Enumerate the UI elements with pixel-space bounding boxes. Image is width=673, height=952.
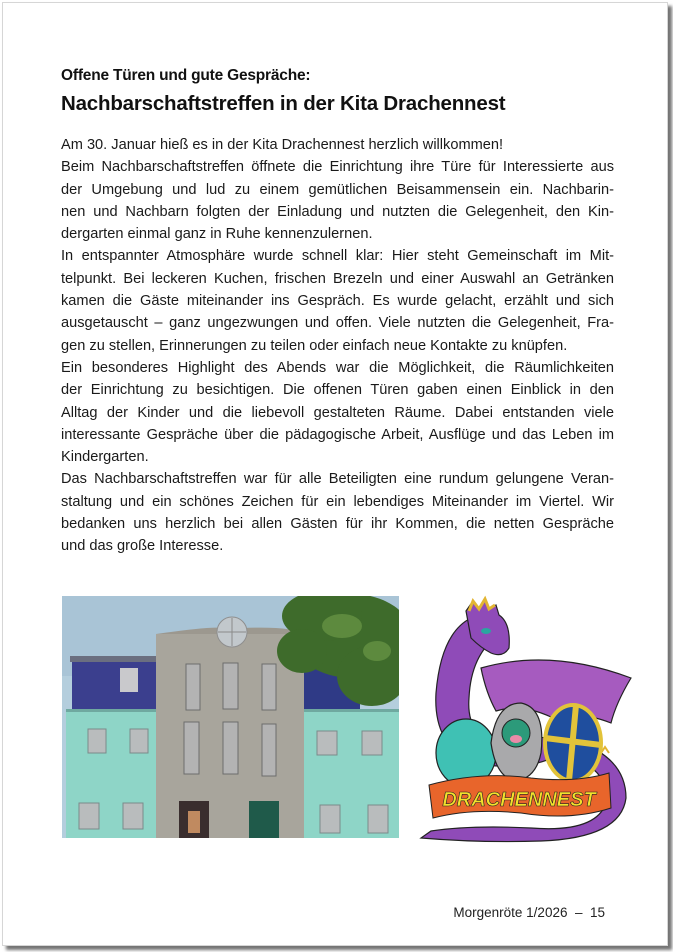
article-line: und das große Interesse. — [61, 538, 224, 555]
drachennest-logo — [411, 593, 639, 845]
article-line: ausgetauscht – ganz ungezwungen und offen. Viele nutzten die Gelegenheit, Fra- — [61, 315, 614, 332]
article-line: kamen die Gäste miteinander ins Gespräch. Es wurde gelacht, erzählt und sich — [61, 293, 614, 310]
article-line: der Umgebung und lud zu einem gemütlichen Beisammensein ein. Nachbarin- — [61, 181, 614, 198]
article-headline: Nachbarschaftstreffen in der Kita Drachennest — [61, 92, 506, 115]
article-line: staltung und ein schönes Zeichen für ein lebendiges Miteinander im Viertel. Wir — [61, 493, 614, 510]
article-line: In entspannter Atmosphäre wurde schnell klar: Hier steht Gemeinschaft im Mit- — [61, 248, 614, 265]
article-line: dergarten einmal ganz in Ruhe kennenzulernen. — [61, 226, 373, 243]
article-line: interessante Gespräche über die pädagogische Arbeit, Ausflüge und das Leben im — [61, 426, 614, 443]
article-line: bedanken uns herzlich bei allen Gästen für ihr Kommen, die netten Gespräche — [61, 516, 614, 533]
article-line: Beim Nachbarschaftstreffen öffnete die Einrichtung ihre Türe für Interessierte aus — [61, 159, 614, 176]
article-line: nen und Nachbarn folgten der Einladung und nutzten die Gelegenheit, den Kin- — [61, 203, 614, 220]
magazine-page — [2, 2, 668, 946]
article-line: der Einrichtung zu besichtigen. Die offenen Türen gaben einen Einblick in den — [61, 382, 614, 399]
logo-text: DRACHENNEST — [442, 789, 596, 811]
article-body — [61, 134, 614, 558]
article-kicker: Offene Türen und gute Gespräche: — [61, 67, 311, 84]
article-line: Das Nachbarschaftstreffen war für alle Beteiligten eine rundum gelungene Veran- — [61, 471, 614, 488]
article-line: gen zu stellen, Erinnerungen zu teilen oder einfach neue Kontakte zu knüpfen. — [61, 337, 568, 354]
article-line: Ein besonderes Highlight des Abends war die Möglichkeit, die Räumlichkeiten — [61, 359, 614, 376]
article-line: telpunkt. Bei leckeren Kuchen, frischen Brezeln und einer Auswahl an Getränken — [61, 270, 614, 287]
article-line: Kindergarten. — [61, 449, 149, 466]
building-photo — [62, 596, 399, 838]
article-line: Alltag der Kinder und die liebevoll gestalteten Räume. Dabei entstanden viele — [61, 404, 614, 421]
article-line: Am 30. Januar hieß es in der Kita Drachennest herzlich willkommen! — [61, 137, 504, 153]
page-footer: Morgenröte 1/2026 – 15 — [453, 905, 605, 920]
